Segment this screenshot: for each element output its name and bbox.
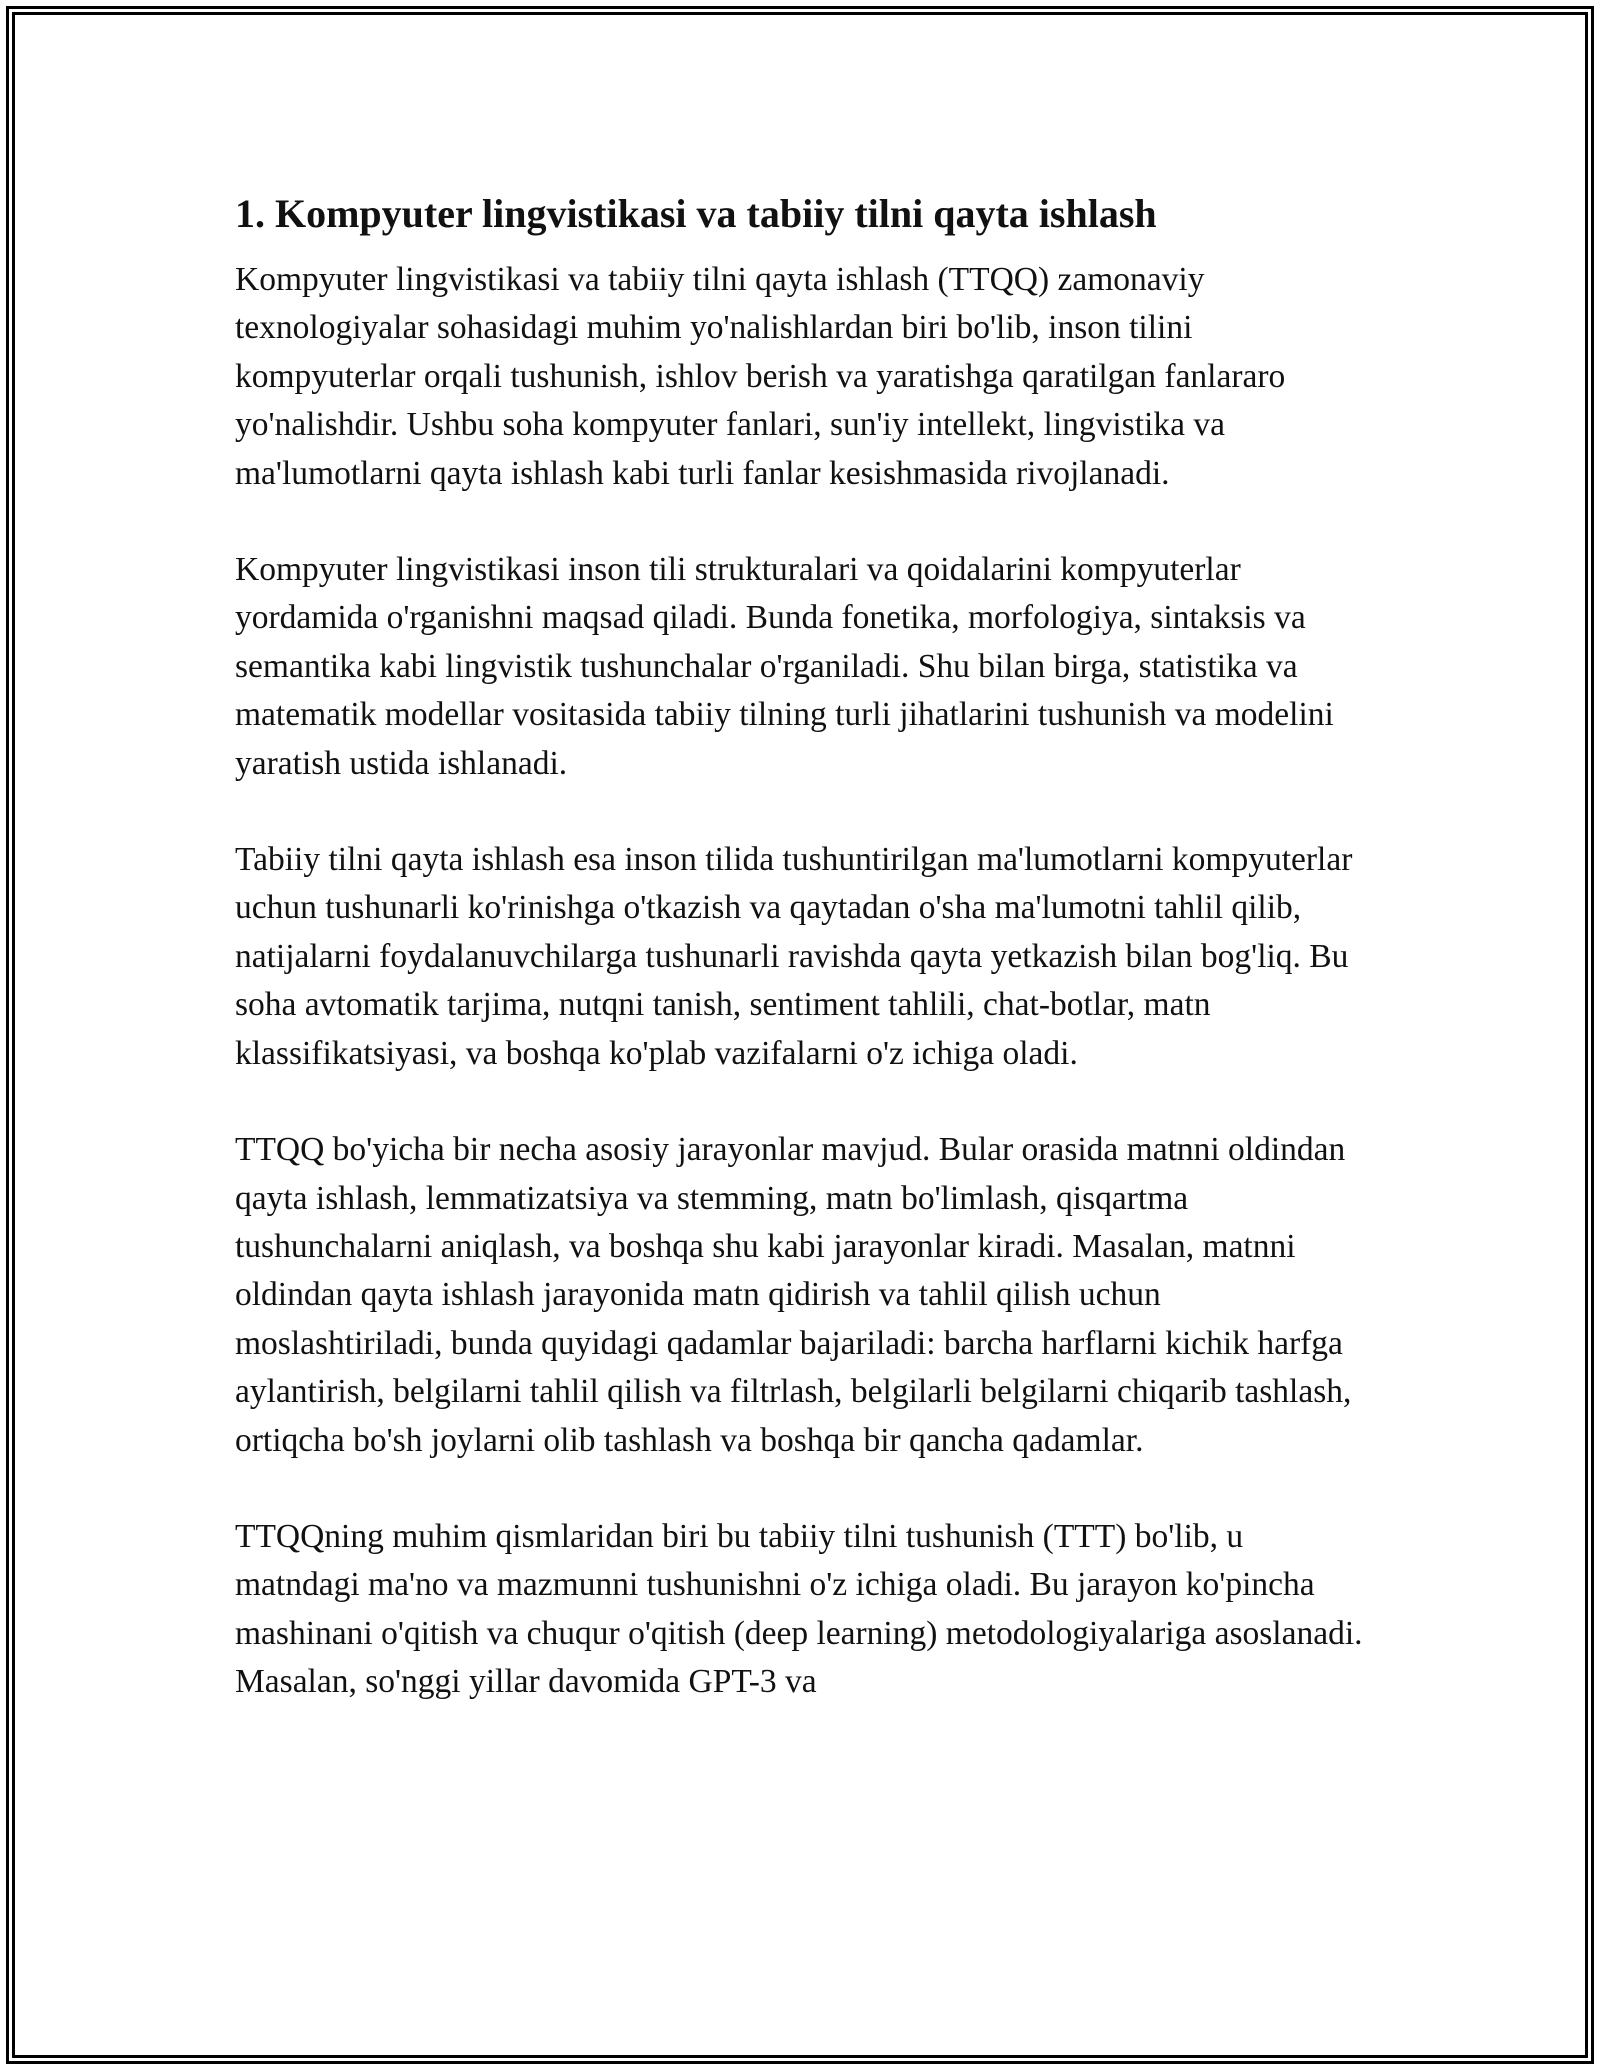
section-heading: 1. Kompyuter lingvistikasi va tabiiy tilni qayta ishlash xyxy=(235,191,1157,236)
paragraph-2: Kompyuter lingvistikasi inson tili strukturalari va qoidalarini kompyuterlar yordamida o'rganishni maqsad qiladi. Bunda fonetika, morfologiya, sintaksis va semantika kabi lingvistik tushunchalar o'rganiladi. Shu bilan birga, statistika va matematik modellar vositasida tabiiy tilning turli jihatlarini tushunish va modelini yaratish ustida ishlanadi. xyxy=(235,551,1334,782)
paragraph-5: TTQQning muhim qismlaridan biri bu tabiiy tilni tushunish (TTT) bo'lib, u matndagi ma'no va mazmunni tushunishni o'z ichiga oladi. Bu jarayon ko'pincha mashinani o'qitish va chuqur o'qitish (deep learning) metodologiyalariga asoslanadi. Masalan, so'nggi yillar davomida GPT-3 va xyxy=(235,1517,1363,1701)
document-body xyxy=(235,186,1375,1755)
paragraph-4: TTQQ bo'yicha bir necha asosiy jarayonlar mavjud. Bular orasida matnni oldindan qayta ishlash, lemmatizatsiya va stemming, matn bo'limlash, qisqartma tushunchalarni aniqlash, va boshqa shu kabi jarayonlar kiradi. Masalan, matnni oldindan qayta ishlash jarayonida matn qidirish va tahlil qilish uchun moslashtiriladi, bunda quyidagi qadamlar bajariladi: barcha harflarni kichik harfga aylantirish, belgilarni tahlil qilish va filtrlash, belgilarli belgilarni chiqarib tashlash, ortiqcha bo'sh joylarni olib tashlash va boshqa bir qancha qadamlar. xyxy=(235,1131,1352,1459)
paragraph-3: Tabiiy tilni qayta ishlash esa inson tilida tushuntirilgan ma'lumotlarni kompyuterlar uchun tushunarli ko'rinishga o'tkazish va qaytadan o'sha ma'lumotni tahlil qilib, natijalarni foydalanuvchilarga tushunarli ravishda qayta yetkazish bilan bog'liq. Bu soha avtomatik tarjima, nutqni tanish, sentiment tahlili, chat-botlar, matn klassifikatsiyasi, va boshqa ko'plab vazifalarni o'z ichiga oladi. xyxy=(235,841,1353,1072)
paragraph-1: Kompyuter lingvistikasi va tabiiy tilni qayta ishlash (TTQQ) zamonaviy texnologiyalar sohasidagi muhim yo'nalishlardan biri bo'lib, inson tilini kompyuterlar orqali tushunish, ishlov berish va yaratishga qaratilgan fanlararo yo'nalishdir. Ushbu soha kompyuter fanlari, sun'iy intellekt, lingvistika va ma'lumotlarni qayta ishlash kabi turli fanlar kesishmasida rivojlanadi. xyxy=(235,261,1286,492)
